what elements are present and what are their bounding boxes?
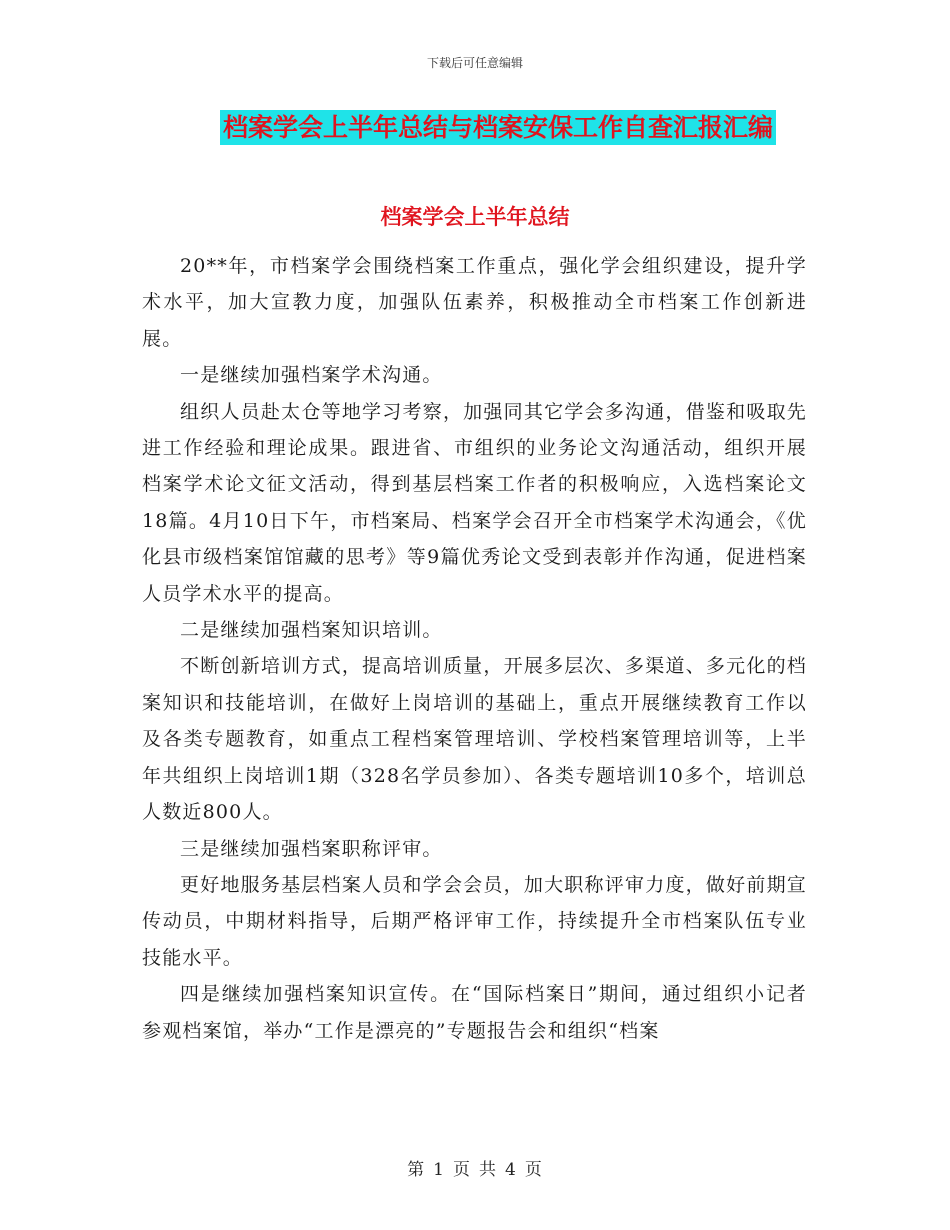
body-paragraph: 不断创新培训方式，提高培训质量，开展多层次、多渠道、多元化的档案知识和技能培训，在做好上岗培训的基础上，重点开展继续教育工作以及各类专题教育，如重点工程档案管理培训、学校档案管理培训等，上半年共组织上岗培训1期（328名学员参加）、各类专题培训10多个，培训总人数近800人。 <box>142 655 807 824</box>
body-paragraph: 四是继续加强档案知识宣传。在“国际档案日”期间，通过组织小记者参观档案馆，举办“工作是漂亮的”专题报告会和组织“档案 <box>142 983 807 1042</box>
body-paragraph: 组织人员赴太仓等地学习考察，加强同其它学会多沟通，借鉴和吸取先进工作经验和理论成果。跟进省、市组织的业务论文沟通活动，组织开展档案学术论文征文活动，得到基层档案工作者的积极响应，入选档案论文18篇。4月10日下午，市档案局、档案学会召开全市档案学术沟通会，《优化县市级档案馆馆藏的思考》等9篇优秀论文受到表彰并作沟通，促进档案人员学术水平的提高。 <box>142 400 807 605</box>
page-total: 4 <box>505 1160 517 1180</box>
body-paragraph: 20**年，市档案学会围绕档案工作重点，强化学会组织建设，提升学术水平，加大宣教力度，加强队伍素养，积极推动全市档案工作创新进展。 <box>142 255 807 350</box>
body-paragraph: 更好地服务基层档案人员和学会会员，加大职称评审力度，做好前期宣传动员，中期材料指导，后期严格评审工作，持续提升全市档案队伍专业技能水平。 <box>142 873 807 969</box>
document-body <box>142 248 807 1049</box>
document-title-container <box>0 110 950 145</box>
section-title: 档案学会上半年总结 <box>380 204 570 229</box>
page-label-pre: 第 <box>407 1160 426 1180</box>
page-number-footer <box>0 1155 950 1180</box>
page-label-post: 页 <box>524 1160 543 1180</box>
page-current: 1 <box>433 1160 445 1180</box>
total-label: 共 <box>479 1160 497 1180</box>
body-paragraph: 二是继续加强档案知识培训。 <box>180 619 443 642</box>
page-label-mid: 页 <box>453 1160 471 1180</box>
header-note: 下载后可任意编辑 <box>426 56 523 70</box>
document-title: 档案学会上半年总结与档案安保工作自查汇报汇编 <box>220 110 776 145</box>
body-paragraph: 三是继续加强档案职称评审。 <box>180 837 443 860</box>
body-paragraph: 一是继续加强档案学术沟通。 <box>180 364 443 387</box>
